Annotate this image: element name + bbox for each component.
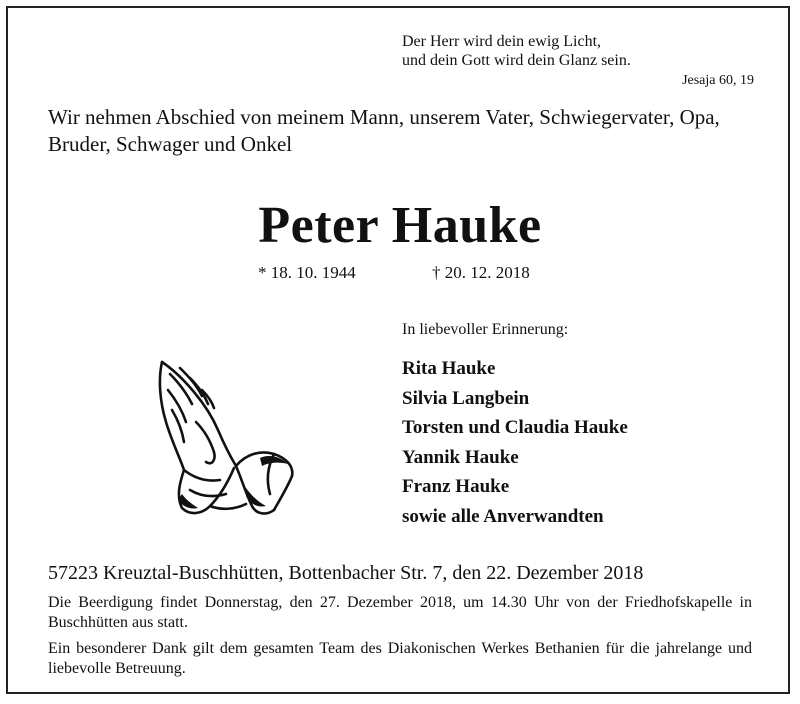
mourners-list [402,354,628,531]
birth-date: * 18. 10. 1944 [258,263,356,282]
address-date-line: 57223 Kreuztal-Buschhütten, Bottenbacher Str. 7, den 22. Dezember 2018 [48,562,644,584]
funeral-note: Die Beerdigung findet Donnerstag, den 27. Dezember 2018, um 14.30 Uhr von der Friedhofskapelle in Buschhütten aus statt. [48,594,752,631]
farewell-intro: Wir nehmen Abschied von meinem Mann, unserem Vater, Schwiegervater, Opa, Bruder, Schwager und Onkel [48,105,720,156]
mourner-name: Yannik Hauke [402,446,519,468]
death-date: † 20. 12. 2018 [432,263,530,282]
memory-label: In liebevoller Erinnerung: [402,321,569,338]
verse-line-2: und dein Gott wird dein Glanz sein. [402,52,631,69]
verse-reference: Jesaja 60, 19 [682,73,754,88]
praying-hands-icon [150,350,300,520]
bible-verse [402,32,631,70]
verse-line-1: Der Herr wird dein ewig Licht, [402,33,602,50]
deceased-name: Peter Hauke [258,197,542,254]
mourner-name: Rita Hauke [402,358,496,379]
mourner-name: Franz Hauke [402,476,510,497]
thanks-note: Ein besonderer Dank gilt dem gesamten Team des Diakonischen Werkes Bethanien für die jahrelange und liebevolle Betreuung. [48,640,752,677]
mourner-name: Torsten und Claudia Hauke [402,417,628,438]
mourner-name: sowie alle Anverwandten [402,505,604,527]
mourner-name: Silvia Langbein [402,387,530,409]
